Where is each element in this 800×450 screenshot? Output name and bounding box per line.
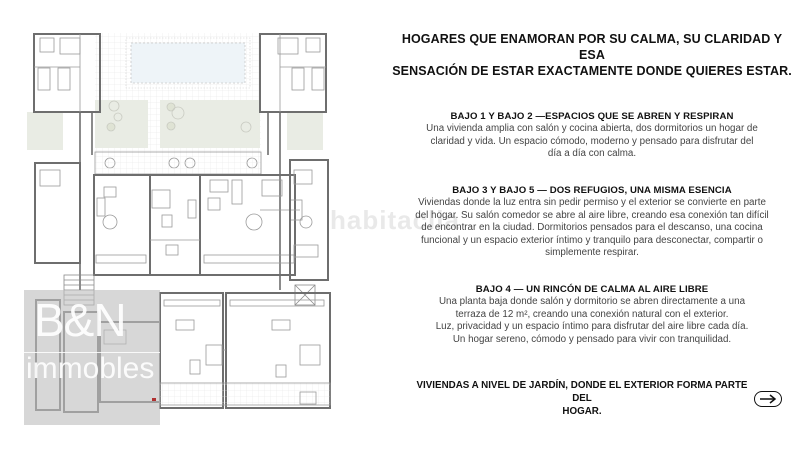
agency-logo-initials: B&N (34, 294, 126, 346)
body-line: Luz, privacidad y un espacio íntimo para disfrutar del aire libre cada día. (435, 321, 749, 333)
section-body (392, 123, 792, 161)
footer-note-line-1: VIVIENDAS A NIVEL DE JARDÍN, DONDE EL EXTERIOR FORMA PARTE DEL (416, 380, 748, 404)
section-body (392, 197, 792, 260)
footer-note-line-2: HOGAR. (562, 406, 602, 417)
headline-line-2: SENSACIÓN DE ESTAR EXACTAMENTE DONDE QUIERES ESTAR. (392, 64, 792, 78)
arrow-right-icon (759, 394, 777, 404)
description-panel (392, 0, 792, 450)
body-line: Una vivienda amplia con salón y cocina abierta, dos dormitorios un hogar de (426, 123, 758, 134)
footer-note (412, 379, 752, 418)
body-line: del hogar. Su salón comedor se abre al aire libre, creando esa conexión tan difícil (415, 209, 769, 221)
section-bajo-4 (392, 283, 792, 346)
body-line: simplemente respirar. (545, 247, 639, 259)
headline (392, 31, 792, 79)
body-line: día a día con calma. (547, 148, 637, 160)
portal-watermark: habitaclia (330, 205, 460, 235)
section-title: BAJO 4 — UN RINCÓN DE CALMA AL AIRE LIBRE (475, 284, 709, 295)
body-line: terraza de 12 m², creando una conexión natural con el exterior. (455, 308, 729, 320)
next-slide-button[interactable] (754, 391, 782, 407)
body-line: Una planta baja donde salón y dormitorio se abren directamente a una (438, 296, 746, 307)
agency-logo-mark (152, 398, 156, 401)
section-body (392, 296, 792, 346)
section-bajo-1-2 (392, 110, 792, 161)
body-line: funcional y un espacio exterior íntimo y tranquilo para desconectar, compartir o (421, 234, 763, 246)
body-line: de encontrar en la ciudad. Dormitorios pensados para el descanso, una cocina (421, 222, 763, 234)
agency-logo-watermark (24, 290, 160, 425)
body-line: Viviendas donde la luz entra sin pedir permiso y el exterior se convierte en parte (418, 197, 766, 208)
body-line: claridad y vida. Un espacio cómodo, moderno y pensado para disfrutar del (430, 135, 754, 147)
section-title: BAJO 1 Y BAJO 2 —ESPACIOS QUE SE ABREN Y RESPIRAN (450, 111, 734, 122)
agency-logo-name: immobles (26, 352, 155, 385)
body-line: Un hogar sereno, cómodo y pensado para vivir con tranquilidad. (452, 333, 732, 345)
headline-line-1: HOGARES QUE ENAMORAN POR SU CALMA, SU CLARIDAD Y ESA (401, 32, 783, 62)
section-bajo-3-5 (392, 184, 792, 260)
section-title: BAJO 3 Y BAJO 5 — DOS REFUGIOS, UNA MISMA ESENCIA (452, 185, 732, 196)
